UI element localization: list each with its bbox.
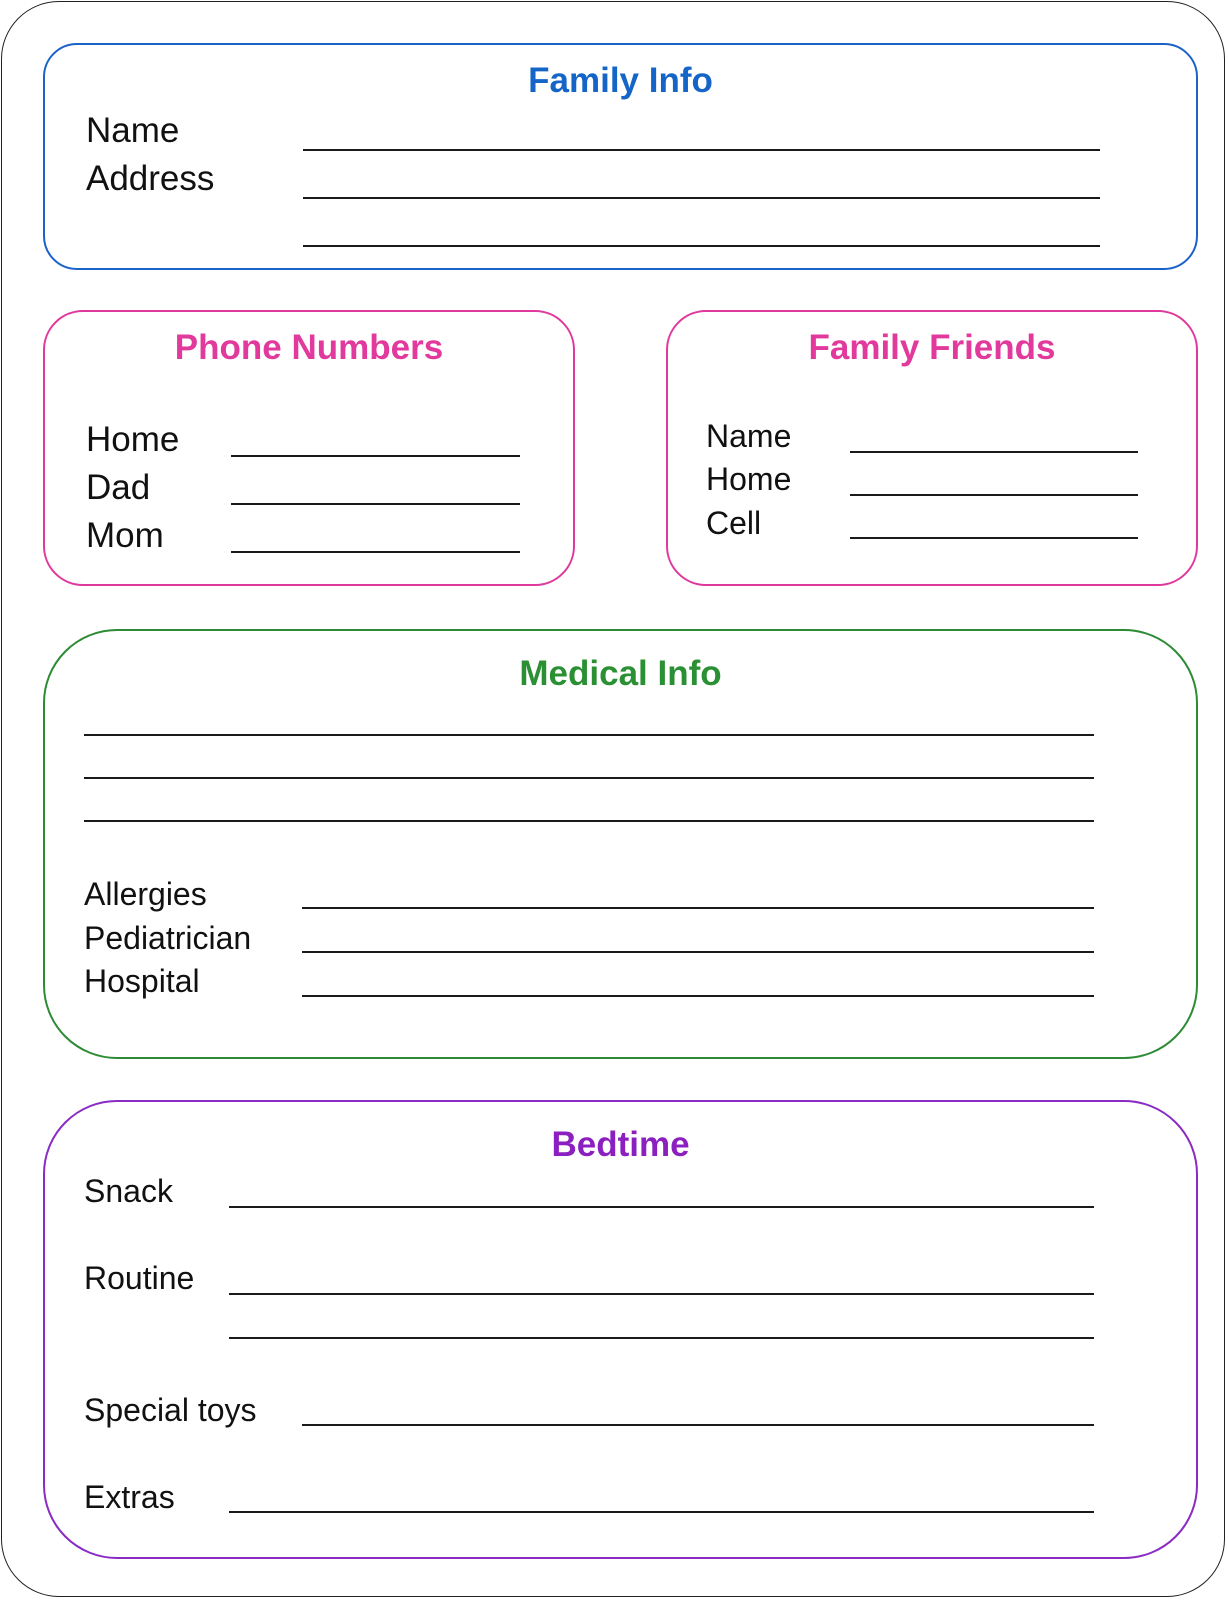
medical-notes-field-1[interactable] [84,734,1094,736]
phone-mom-field[interactable] [231,551,520,553]
phone-numbers-section [43,310,575,586]
hospital-label: Hospital [84,963,200,999]
snack-label: Snack [84,1173,173,1209]
family-address-field-1[interactable] [303,197,1100,199]
friend-cell-label: Cell [706,505,762,541]
routine-label: Routine [84,1260,195,1296]
friend-cell-field[interactable] [850,537,1138,539]
bedtime-section [43,1100,1198,1559]
allergies-label: Allergies [84,876,207,912]
extras-label: Extras [84,1479,175,1515]
friend-home-label: Home [706,461,792,497]
family-name-label: Name [86,111,180,150]
medical-notes-field-2[interactable] [84,777,1094,779]
friend-home-field[interactable] [850,494,1138,496]
phone-mom-label: Mom [86,516,164,555]
family-friends-title: Family Friends [808,328,1056,367]
pediatrician-field[interactable] [302,951,1094,953]
family-info-title: Family Info [528,61,713,100]
phone-dad-field[interactable] [231,503,520,505]
friend-name-label: Name [706,418,792,454]
family-info-section [43,43,1198,270]
family-name-field[interactable] [303,149,1100,151]
routine-field-2[interactable] [229,1337,1094,1339]
special-toys-field[interactable] [302,1424,1094,1426]
medical-notes-field-3[interactable] [84,820,1094,822]
pediatrician-label: Pediatrician [84,920,252,956]
allergies-field[interactable] [302,907,1094,909]
routine-field-1[interactable] [229,1293,1094,1295]
medical-info-title: Medical Info [519,654,722,693]
snack-field[interactable] [229,1206,1094,1208]
family-friends-section [666,310,1198,586]
phone-numbers-title: Phone Numbers [174,328,444,367]
friend-name-field[interactable] [850,451,1138,453]
medical-info-section [43,629,1198,1059]
form-page [1,1,1225,1597]
phone-home-field[interactable] [231,455,520,457]
family-address-field-2[interactable] [303,245,1100,247]
phone-dad-label: Dad [86,468,151,507]
hospital-field[interactable] [302,995,1094,997]
bedtime-title: Bedtime [551,1125,690,1164]
extras-field[interactable] [229,1511,1094,1513]
phone-home-label: Home [86,420,180,459]
special-toys-label: Special toys [84,1392,257,1428]
family-address-label: Address [86,159,215,198]
